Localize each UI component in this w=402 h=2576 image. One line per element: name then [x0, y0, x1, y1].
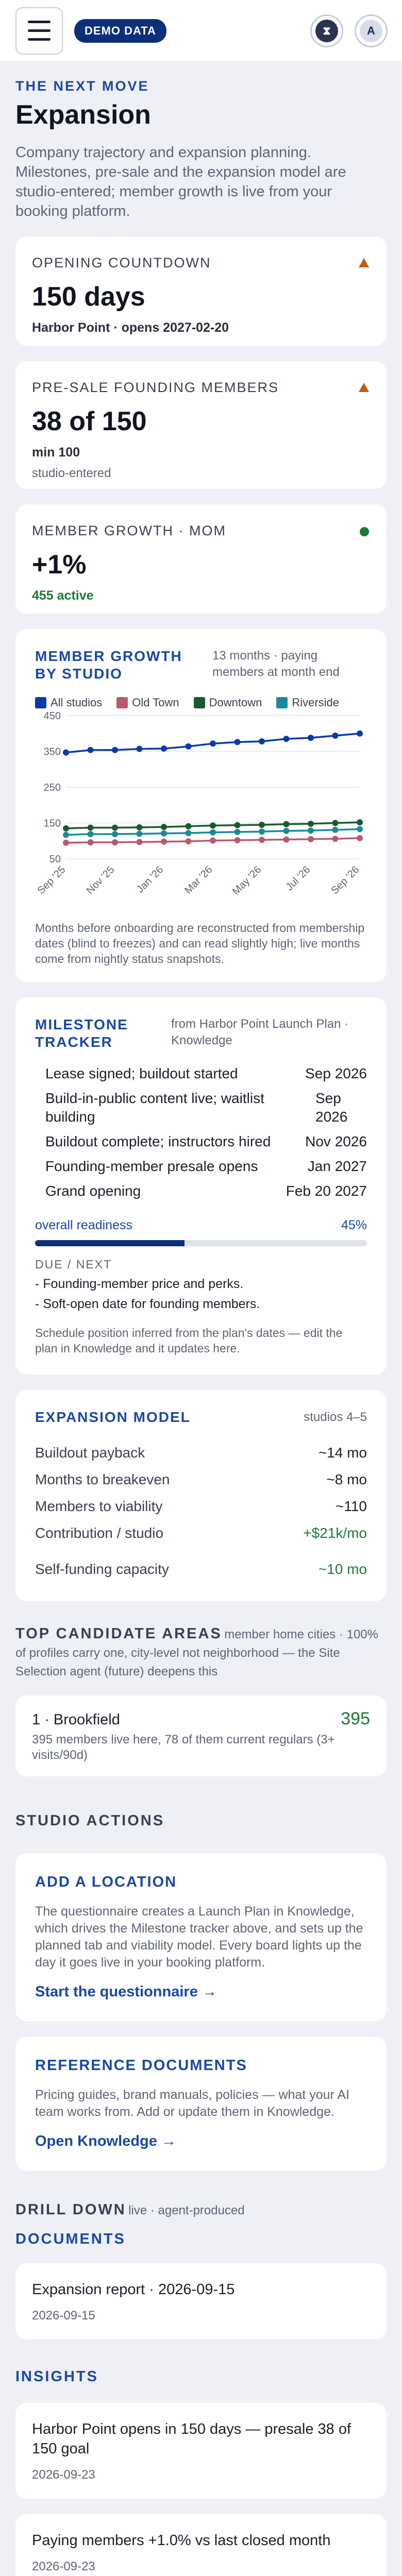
data-point-old-town: [161, 839, 167, 845]
data-point-riverside: [357, 826, 363, 832]
presale-min: min 100: [32, 445, 80, 460]
hamburger-icon: [28, 21, 51, 23]
account-avatar-button[interactable]: [355, 14, 388, 47]
readiness-value: 45%: [341, 1218, 367, 1232]
page-title: Expansion: [15, 100, 151, 130]
data-point-old-town: [63, 840, 69, 846]
countdown-sub: Harbor Point · opens 2027-02-20: [32, 320, 229, 335]
model-row: Members to viability ~110: [35, 1498, 367, 1514]
data-point-riverside: [137, 831, 143, 837]
insight-item[interactable]: [15, 2514, 387, 2576]
drill-down-header: [15, 2201, 387, 2218]
data-point-all-studios: [186, 743, 192, 750]
presale-card[interactable]: [15, 361, 387, 489]
x-tick-label: Jan '26: [134, 863, 166, 895]
candidate-detail: 395 members live here, 78 of them current regulars (3+ visits/90d): [32, 1733, 335, 1762]
y-tick-label: 50: [49, 854, 61, 865]
data-point-all-studios: [63, 750, 69, 756]
insight-title: Paying members +1.0% vs last closed month: [32, 2532, 331, 2549]
data-point-downtown: [332, 820, 339, 826]
data-point-riverside: [234, 829, 241, 835]
milestone-item: Founding-member presale opens Jan 2027: [45, 1158, 367, 1174]
hourglass-icon: ⧗: [315, 20, 338, 42]
data-point-all-studios: [332, 733, 339, 739]
start-questionnaire-link[interactable]: Start the questionnaire →: [35, 1984, 217, 2000]
data-point-all-studios: [357, 731, 363, 737]
member-growth-chart-card: [15, 629, 387, 982]
data-point-downtown: [63, 825, 69, 832]
data-point-all-studios: [210, 740, 216, 747]
milestone-item: Lease signed; buildout started Sep 2026: [45, 1065, 367, 1081]
legend-item-all-studios[interactable]: All studios: [35, 696, 102, 709]
model-row: Months to breakeven ~8 mo: [35, 1471, 367, 1487]
legend-item-old-town[interactable]: Old Town: [116, 696, 179, 709]
x-tick-label: Sep '25: [35, 863, 68, 897]
data-point-old-town: [332, 836, 339, 842]
data-point-downtown: [308, 821, 314, 827]
data-point-downtown: [88, 825, 94, 831]
countdown-value: 150 days: [32, 282, 145, 312]
legend-item-riverside[interactable]: Riverside: [276, 696, 339, 709]
data-point-riverside: [283, 828, 290, 834]
member-growth-chart: [35, 709, 367, 910]
data-point-all-studios: [112, 747, 118, 753]
model-row: Contribution / studio +$21k/mo: [35, 1525, 367, 1541]
data-point-riverside: [63, 832, 69, 838]
x-tick-label: Mar '26: [182, 863, 215, 896]
expansion-model-title: EXPANSION MODEL: [35, 1409, 191, 1425]
insight-date: 2026-09-23: [32, 2468, 95, 2482]
model-row: Buildout payback ~14 mo: [35, 1445, 367, 1461]
reference-documents-title: REFERENCE DOCUMENTS: [35, 2057, 247, 2074]
readiness-progress-bar: [35, 1240, 367, 1246]
data-point-riverside: [332, 827, 339, 833]
candidate-area-card[interactable]: [15, 1696, 387, 1776]
data-point-old-town: [112, 839, 118, 845]
document-title: Expansion report · 2026-09-15: [32, 2281, 235, 2298]
readiness-label: overall readiness: [35, 1218, 132, 1232]
open-knowledge-link[interactable]: Open Knowledge →: [35, 2133, 176, 2149]
milestone-item: Buildout complete; instructors hired Nov 2026: [45, 1133, 367, 1149]
data-point-riverside: [161, 831, 167, 837]
data-point-downtown: [137, 824, 143, 831]
data-point-old-town: [234, 837, 241, 843]
studio-actions-title: STUDIO ACTIONS: [15, 1812, 165, 1829]
candidate-areas-note: member home cities · 100% of profiles carry one, city-level not neighborhood — the Site Selection agent (future) deepens this: [15, 1628, 378, 1679]
candidate-count: 395: [341, 1709, 370, 1728]
y-tick-label: 350: [43, 746, 61, 758]
reference-documents-desc: Pricing guides, brand manuals, policies — what your AI team works from. Add or update them in Knowledge.: [35, 2088, 350, 2119]
y-tick-label: 450: [43, 710, 61, 722]
x-tick-label: Sep '26: [329, 863, 362, 897]
data-point-all-studios: [88, 747, 94, 753]
milestone-footnote: Schedule position inferred from the plan's dates — edit the plan in Knowledge and it updates here.: [35, 1326, 343, 1355]
presale-label: PRE-SALE FOUNDING MEMBERS: [32, 380, 279, 395]
milestone-source: from Harbor Point Launch Plan · Knowledge: [171, 1017, 349, 1047]
candidate-areas-title: TOP CANDIDATE AREAS: [15, 1625, 222, 1642]
self-funding-row: Self-funding capacity ~10 mo: [35, 1561, 367, 1577]
milestone-tracker-card: [15, 997, 387, 1375]
data-point-old-town: [88, 839, 94, 845]
insight-item[interactable]: [15, 2403, 387, 2499]
data-point-old-town: [283, 836, 290, 842]
presale-value: 38 of 150: [32, 406, 147, 436]
avatar: A: [360, 20, 382, 42]
data-point-downtown: [234, 822, 241, 828]
main-content: [0, 78, 402, 2576]
y-tick-label: 250: [43, 782, 61, 793]
add-location-card: [15, 1853, 387, 2021]
chart-footnote: Months before onboarding are reconstructed from membership dates (blind to freezes) and can read slightly high; live months come from nightly status snapshots.: [35, 921, 365, 965]
drill-down-note: live · agent-produced: [128, 2204, 245, 2217]
expansion-model-card: [15, 1390, 387, 1601]
data-point-riverside: [112, 831, 118, 837]
insight-date: 2026-09-23: [32, 2560, 95, 2573]
readiness-row: [35, 1218, 367, 1233]
y-tick-label: 150: [43, 818, 61, 829]
data-point-all-studios: [308, 735, 314, 741]
data-point-downtown: [186, 823, 192, 829]
warning-triangle-icon: [359, 258, 369, 267]
warning-triangle-icon: [359, 383, 369, 392]
x-tick-label: May '26: [230, 863, 264, 897]
status-dot-icon: [360, 527, 369, 536]
member-growth-card[interactable]: [15, 504, 387, 614]
reference-documents-card: [15, 2037, 387, 2171]
data-point-downtown: [210, 822, 216, 828]
due-item: - Founding-member price and perks.: [35, 1277, 244, 1291]
page-lead: Company trajectory and expansion planning. Milestones, pre-sale and the expansion model are studio-entered; member growth is live from your booking platform.: [15, 144, 346, 219]
top-bar: [0, 0, 402, 62]
x-tick-label: Nov '25: [84, 863, 117, 897]
due-item: - Soft-open date for founding members.: [35, 1297, 260, 1311]
documents-title: DOCUMENTS: [15, 2231, 126, 2247]
data-point-all-studios: [283, 736, 290, 742]
growth-active: 455 active: [32, 588, 94, 603]
chart-note: 13 months · paying members at month end: [212, 649, 340, 679]
drill-down-title: DRILL DOWN: [15, 2201, 126, 2218]
demo-data-badge: DEMO DATA: [74, 19, 166, 43]
expansion-model-note: studios 4–5: [304, 1410, 367, 1424]
data-point-old-town: [210, 838, 216, 844]
chart-legend: [35, 696, 367, 709]
data-point-all-studios: [137, 746, 143, 752]
data-point-all-studios: [161, 745, 167, 752]
data-point-downtown: [283, 821, 290, 827]
insights-title: INSIGHTS: [15, 2368, 98, 2385]
data-point-old-town: [137, 839, 143, 845]
due-next-label: DUE / NEXT: [35, 1258, 112, 1271]
countdown-label: OPENING COUNTDOWN: [32, 255, 211, 270]
data-point-old-town: [186, 838, 192, 844]
document-item[interactable]: [15, 2263, 387, 2340]
agent-status-button[interactable]: [310, 14, 343, 47]
presale-source: studio-entered: [32, 466, 111, 480]
legend-item-downtown[interactable]: Downtown: [194, 696, 262, 709]
milestone-title: MILESTONE TRACKER: [35, 1016, 128, 1050]
add-location-title: ADD A LOCATION: [35, 1874, 177, 1890]
candidate-areas-header: [15, 1625, 387, 1682]
data-point-downtown: [259, 822, 265, 828]
growth-value: +1%: [32, 550, 87, 580]
data-point-old-town: [357, 835, 363, 841]
data-point-riverside: [259, 828, 265, 835]
document-date: 2026-09-15: [32, 2309, 95, 2323]
data-point-riverside: [308, 827, 314, 834]
page-eyebrow: THE NEXT MOVE: [15, 78, 149, 94]
growth-label: MEMBER GROWTH · MOM: [32, 523, 226, 538]
data-point-old-town: [308, 836, 314, 842]
data-point-old-town: [259, 837, 265, 843]
data-point-downtown: [161, 824, 167, 830]
opening-countdown-card[interactable]: [15, 236, 387, 346]
insight-title: Harbor Point opens in 150 days — presale 38 of 150 goal: [32, 2421, 351, 2457]
chart-title: MEMBER GROWTH BY STUDIO: [35, 648, 182, 682]
data-point-all-studios: [259, 738, 265, 744]
milestone-item: Grand opening Feb 20 2027: [45, 1183, 367, 1199]
data-point-riverside: [88, 831, 94, 837]
data-point-downtown: [357, 819, 363, 825]
x-tick-label: Jul '26: [283, 863, 313, 893]
candidate-name: 1 · Brookfield: [32, 1711, 120, 1728]
data-point-riverside: [210, 829, 216, 836]
data-point-riverside: [186, 830, 192, 836]
data-point-downtown: [112, 825, 118, 831]
milestone-item: Build-in-public content live; waitlist building Sep 2026: [45, 1090, 348, 1125]
add-location-desc: The questionnaire creates a Launch Plan in Knowledge, which drives the Milestone tracker above, and sets up the planned tab and viability model. Every board lights up the day it goes live in your booking platform.: [35, 1904, 363, 1970]
menu-button[interactable]: [15, 7, 63, 55]
milestone-list: [35, 1061, 367, 1204]
data-point-all-studios: [234, 739, 241, 745]
